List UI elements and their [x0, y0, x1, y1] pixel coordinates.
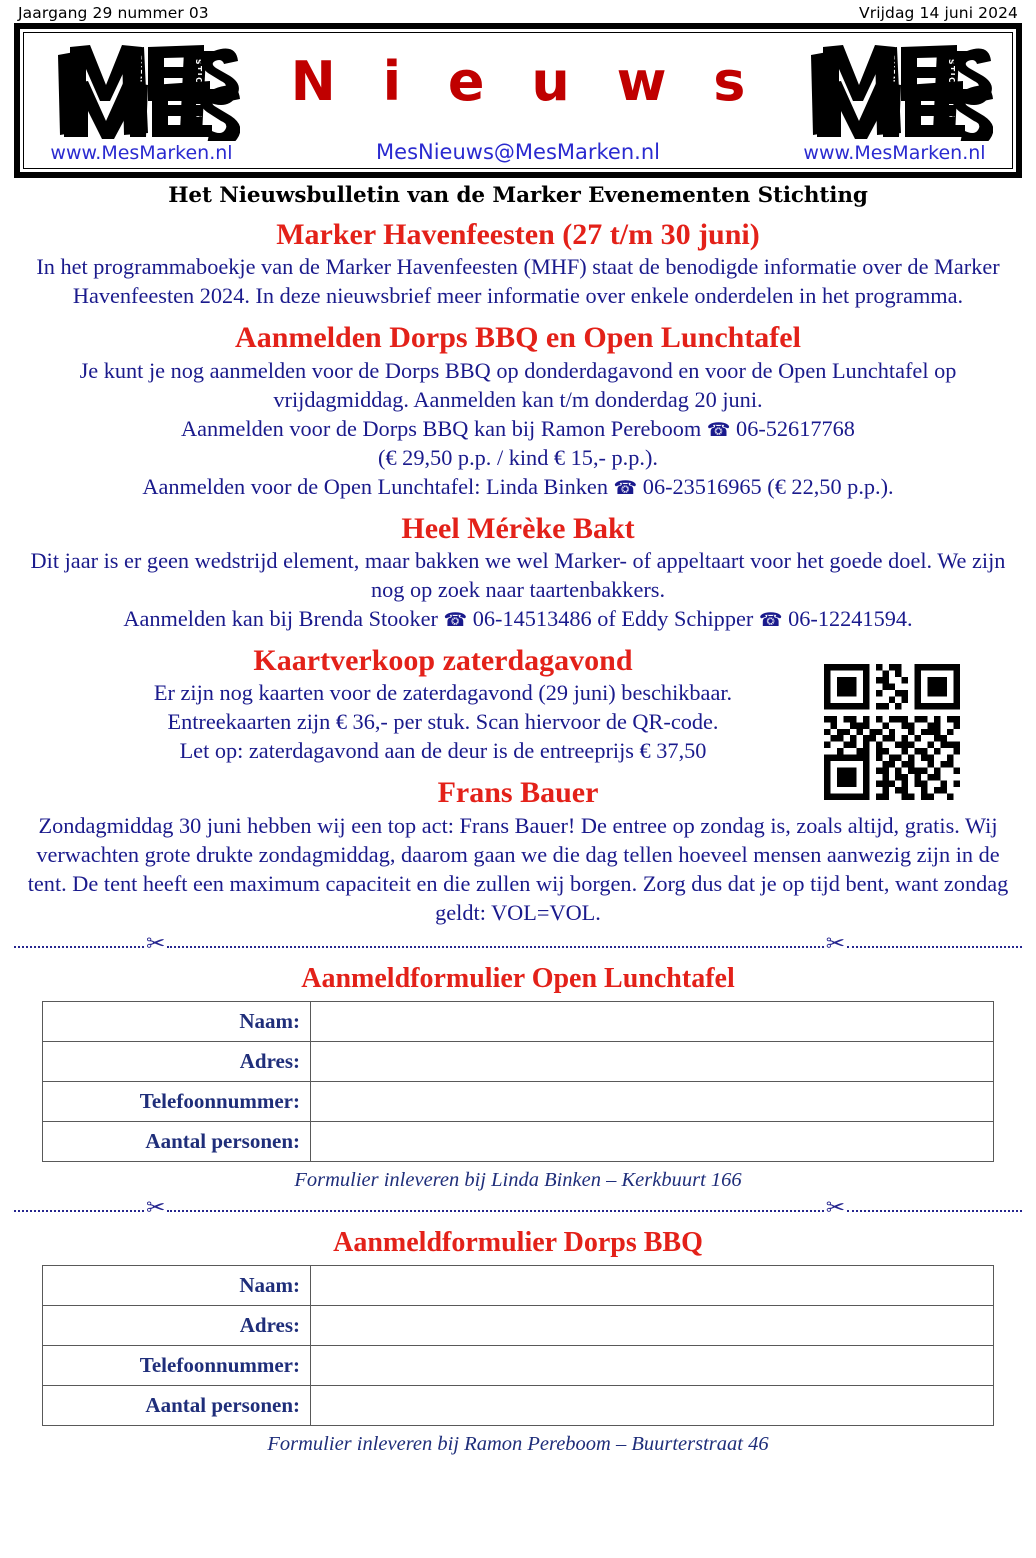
field-label: Adres: — [43, 1041, 311, 1081]
qr-code-icon[interactable] — [824, 661, 960, 803]
table-row — [43, 1121, 994, 1161]
field-value-aantal-personen[interactable] — [311, 1385, 994, 1425]
field-value-naam[interactable] — [311, 1265, 994, 1305]
form-note: Formulier inleveren bij Linda Binken – Kerkbuurt 166 — [294, 1168, 742, 1191]
table-row — [43, 1041, 994, 1081]
section-body: In het programmaboekje van de Marker Havenfeesten (MHF) staat de benodigde informatie over de Marker Havenfeesten 2024. In deze nieuwsbrief meer informatie over enkele onderdelen in het programma. — [36, 254, 1000, 309]
lunch-phone-number: 06-23516965 (€ 22,50 p.p.). — [637, 473, 894, 499]
scissors-icon: ✂ — [825, 1195, 845, 1222]
section-heading: Heel Mérèke Bakt — [401, 511, 635, 545]
table-row — [43, 1385, 994, 1425]
cut-dash-right — [847, 1210, 1022, 1212]
scissors-icon: ✂ — [825, 931, 845, 958]
cut-line-1 — [14, 931, 1022, 960]
logo-right-url[interactable]: www.MesMarken.nl — [803, 142, 986, 164]
cut-line-2 — [14, 1195, 1022, 1224]
section-heading: Frans Bauer — [437, 776, 599, 810]
masthead-center — [249, 37, 787, 166]
bakt-phone-1: 06-14513486 of Eddy Schipper — [467, 606, 759, 632]
publication-date: Vrijdag 14 juni 2024 — [859, 4, 1018, 22]
section-body-line-1: Dit jaar is er geen wedstrijd element, maar bakken we wel Marker- of appeltaart voor het goede doel. We zijn nog op zoek naar taartenbakkers. — [30, 548, 1006, 603]
form-note: Formulier inleveren bij Ramon Pereboom – Buurterstraat 46 — [267, 1432, 769, 1455]
table-row — [43, 1001, 994, 1041]
cut-dash-middle — [167, 946, 823, 948]
lunch-contact-text: Aanmelden voor de Open Lunchtafel: Linda Binken — [142, 473, 614, 499]
bakt-contact-text: Aanmelden kan bij Brenda Stooker — [123, 606, 444, 632]
telephone-icon: ☎ — [613, 476, 638, 499]
issue-number: Jaargang 29 nummer 03 — [18, 4, 209, 22]
telephone-icon: ☎ — [758, 609, 783, 632]
field-value-telefoonnummer[interactable] — [311, 1081, 994, 1121]
section-kaartverkoop — [14, 643, 1022, 766]
masthead-inner — [23, 32, 1013, 169]
section-heading: Kaartverkoop zaterdagavond — [253, 644, 633, 678]
logo-left — [34, 37, 249, 166]
form-dorps-bbq — [14, 1227, 1022, 1456]
telephone-icon: ☎ — [443, 609, 468, 632]
signup-table — [42, 1265, 994, 1426]
section-body-line-2 — [20, 415, 1016, 444]
field-value-adres[interactable] — [311, 1305, 994, 1345]
logo-left-url[interactable]: www.MesMarken.nl — [50, 142, 233, 164]
field-label: Aantal personen: — [43, 1121, 311, 1161]
bbq-contact-text: Aanmelden voor de Dorps BBQ kan bij Ramon Pereboom — [181, 415, 707, 441]
bbq-phone-number: 06-52617768 — [730, 415, 855, 441]
section-body-line-3: (€ 29,50 p.p. / kind € 15,- p.p.). — [378, 444, 658, 470]
section-body-line-4 — [20, 473, 1016, 502]
field-value-telefoonnummer[interactable] — [311, 1345, 994, 1385]
signup-table — [42, 1001, 994, 1162]
section-heading: Marker Havenfeesten (27 t/m 30 juni) — [276, 218, 760, 251]
contact-email[interactable]: MesNieuws@MesMarken.nl — [376, 140, 660, 164]
cut-dash-left — [14, 946, 144, 948]
section-heading: Aanmelden Dorps BBQ en Open Lunchtafel — [235, 321, 801, 355]
tagline: Het Nieuwsbulletin van de Marker Evenementen Stichting — [168, 183, 868, 208]
section-body-line-1: Je kunt je nog aanmelden voor de Dorps BBQ op donderdagavond en voor de Open Lunchtafel op vrijdagmiddag. Aanmelden kan t/m donderdag 20 juni. — [79, 357, 957, 412]
section-body-line-3: Let op: zaterdagavond aan de deur is de entreeprijs € 37,50 — [179, 738, 707, 764]
masthead-box — [14, 23, 1022, 178]
cut-dash-right — [847, 946, 1022, 948]
table-row — [43, 1081, 994, 1121]
table-row — [43, 1345, 994, 1385]
cut-dash-left — [14, 1210, 144, 1212]
mes-logo-icon — [44, 45, 240, 141]
meta-row — [14, 0, 1022, 23]
field-label: Adres: — [43, 1305, 311, 1345]
field-value-naam[interactable] — [311, 1001, 994, 1041]
section-body-line-1: Er zijn nog kaarten voor de zaterdagavond (29 juni) beschikbaar. — [153, 680, 733, 706]
bakt-phone-2: 06-12241594. — [782, 606, 913, 632]
field-value-aantal-personen[interactable] — [311, 1121, 994, 1161]
field-label: Naam: — [43, 1265, 311, 1305]
form-open-lunchtafel — [14, 963, 1022, 1192]
scissors-icon: ✂ — [146, 931, 166, 958]
section-aanmelden-bbq-lunchtafel — [14, 320, 1022, 501]
field-value-adres[interactable] — [311, 1041, 994, 1081]
newsletter-title: N i e u w s — [290, 50, 760, 113]
logo-right — [787, 37, 1002, 166]
field-label: Telefoonnummer: — [43, 1345, 311, 1385]
field-label: Aantal personen: — [43, 1385, 311, 1425]
table-row — [43, 1305, 994, 1345]
field-label: Naam: — [43, 1001, 311, 1041]
field-label: Telefoonnummer: — [43, 1081, 311, 1121]
section-body-line-2: Entreekaarten zijn € 36,- per stuk. Scan hiervoor de QR-code. — [167, 709, 719, 735]
form-heading: Aanmeldformulier Open Lunchtafel — [301, 962, 735, 994]
mes-logo-icon-right — [797, 45, 993, 141]
form-heading: Aanmeldformulier Dorps BBQ — [333, 1226, 703, 1258]
section-body-line-2 — [20, 605, 1016, 634]
telephone-icon: ☎ — [706, 418, 731, 441]
table-row — [43, 1265, 994, 1305]
scissors-icon: ✂ — [146, 1195, 166, 1222]
section-marker-havenfeesten — [14, 217, 1022, 311]
cut-dash-middle — [167, 1210, 823, 1212]
section-heel-mereke-bakt — [14, 511, 1022, 634]
section-body: Zondagmiddag 30 juni hebben wij een top act: Frans Bauer! De entree op zondag is, zoals altijd, gratis. Wij verwachten grote drukte zondagmiddag, daarom gaan we die dag tellen hoeveel mensen aanwezig zijn in de tent. De tent heeft een maximum capaciteit en die zullen wij borgen. Zorg dus dat je op tijd bent, want zondag geldt: VOL=VOL. — [27, 812, 1009, 925]
